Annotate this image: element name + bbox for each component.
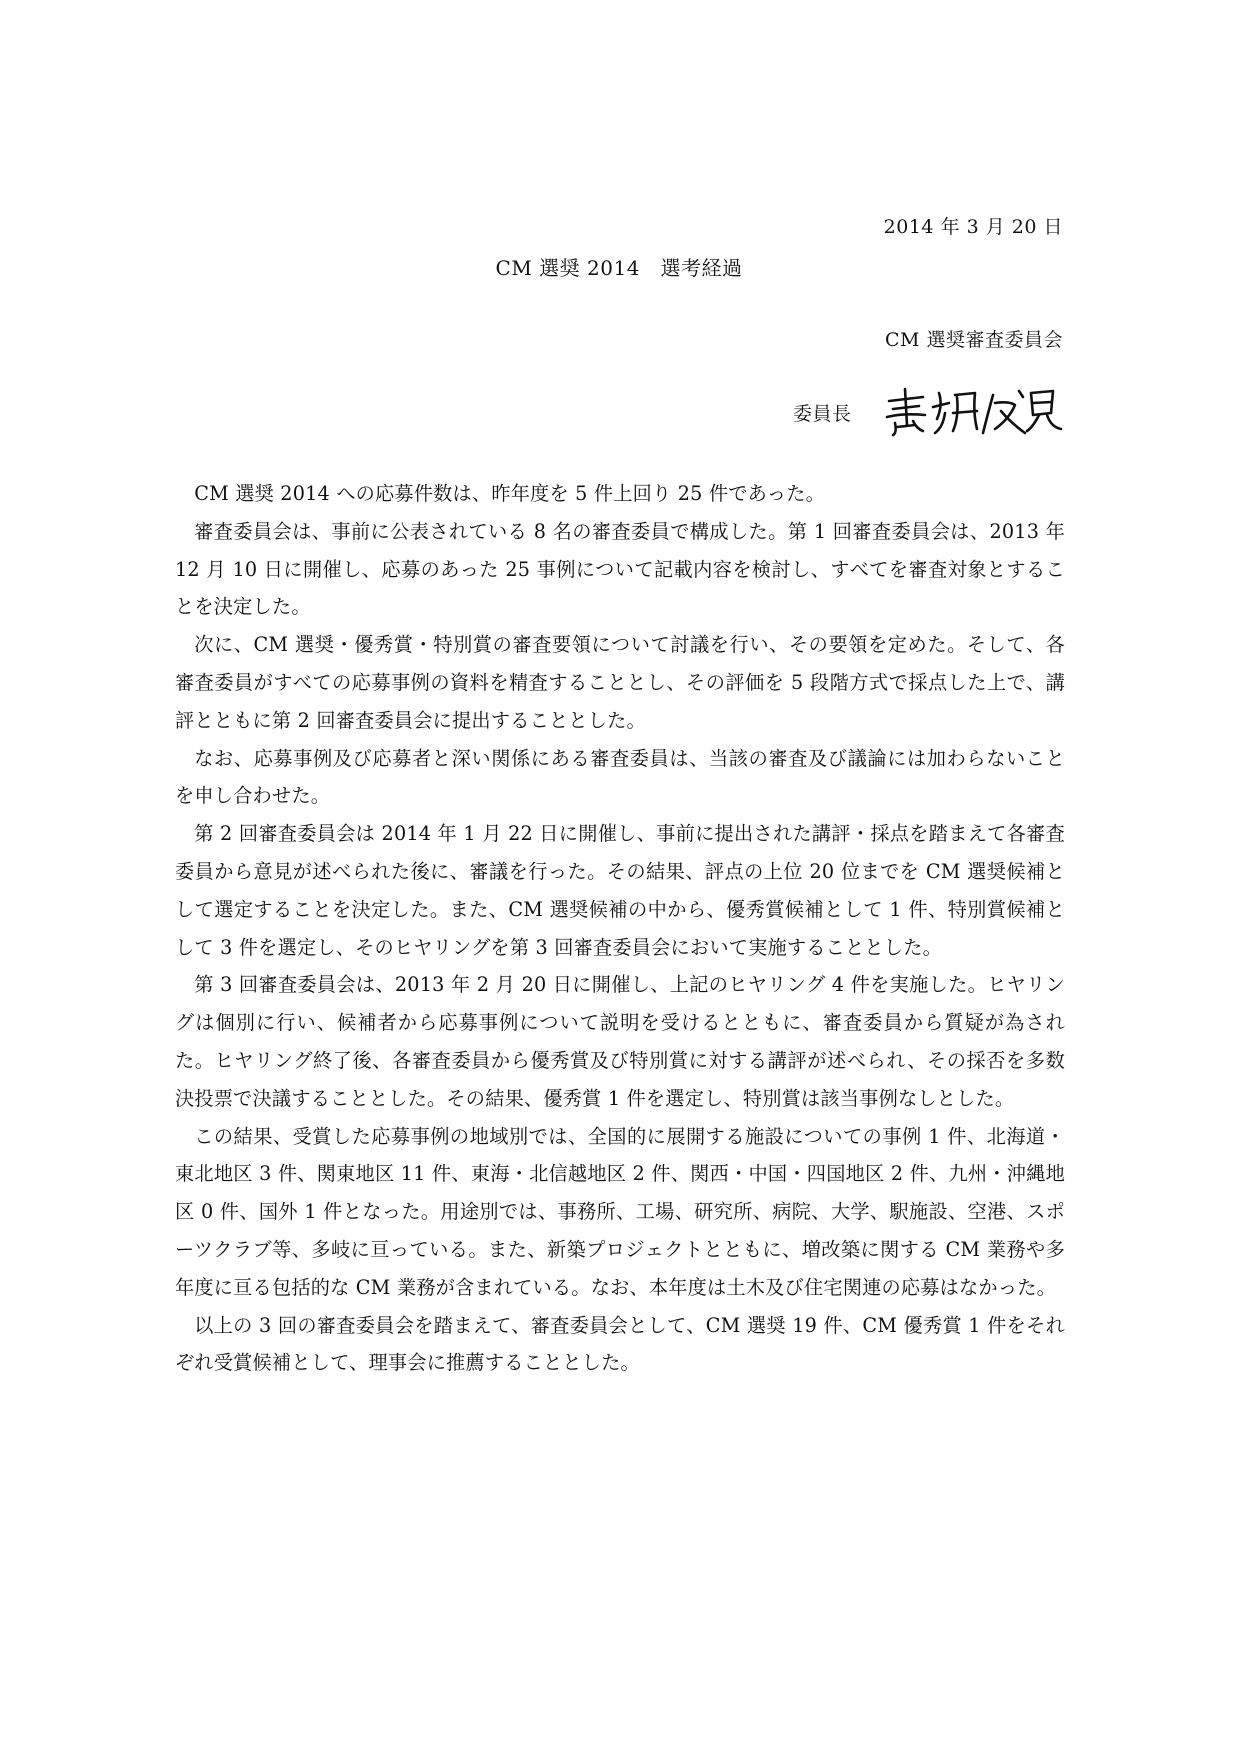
chair-signature-block — [793, 383, 1073, 443]
paragraph: 以上の 3 回の審査委員会を踏まえて、審査委員会として、CM 選奨 19 件、CM 優秀賞 1 件をそれぞれ受賞候補として、理事会に推薦することとした。 — [175, 1313, 1065, 1375]
paragraph: 審査委員会は、事前に公表されている 8 名の審査委員で構成した。第 1 回審査委員会は、2013 年 12 月 10 日に開催し、応募のあった 25 事例について記載内容を検討し、すべてを審査対象とすることを決定した。 — [175, 519, 1065, 619]
handwritten-signature — [883, 383, 1063, 439]
paragraph: なお、応募事例及び応募者と深い関係にある審査委員は、当該の審査及び議論には加わらないことを申し合わせた。 — [175, 746, 1065, 808]
paragraph: 次に、CM 選奨・優秀賞・特別賞の審査要領について討議を行い、その要領を定めた。そして、各審査委員がすべての応募事例の資料を精査することとし、その評価を 5 段階方式で採点した上で、講評とともに第 2 回審査委員会に提出することとした。 — [175, 633, 1065, 732]
document-date: 2014 年 3 月 20 日 — [883, 216, 1063, 238]
document-title: CM 選奨 2014 選考経過 — [495, 256, 743, 280]
paragraph: 第 2 回審査委員会は 2014 年 1 月 22 日に開催し、事前に提出された講評・採点を踏まえて各審査委員から意見が述べられた後に、審議を行った。その結果、評点の上位 20 位までを CM 選奨候補として選定することを決定した。また、CM 選奨候補の中から、優秀賞候補として 1 件、特別賞候補として 3 件を選定し、そのヒヤリングを第 3 回審査委員会において実施することとした。 — [175, 822, 1065, 959]
document-body — [175, 475, 1065, 1382]
chair-label: 委員長 — [793, 403, 852, 425]
paragraph: 第 3 回審査委員会は、2013 年 2 月 20 日に開催し、上記のヒヤリング 4 件を実施した。ヒヤリングは個別に行い、候補者から応募事例について説明を受けるとともに、審査委員から質疑が為された。ヒヤリング終了後、各審査委員から優秀賞及び特別賞に対する講評が述べられ、その採否を多数決投票で決議することとした。その結果、優秀賞 1 件を選定し、特別賞は該当事例なしとした。 — [175, 973, 1065, 1110]
committee-name: CM 選奨審査委員会 — [884, 329, 1063, 351]
paragraph: この結果、受賞した応募事例の地域別では、全国的に展開する施設についての事例 1 件、北海道・東北地区 3 件、関東地区 11 件、東海・北信越地区 2 件、関西・中国・四国地区 2 件、九州・沖縄地区 0 件、国外 1 件となった。用途別では、事務所、工場、研究所、病院、大学、駅施設、空港、スポーツクラブ等、多岐に亘っている。また、新築プロジェクトとともに、増改築に関する CM 業務や多年度に亘る包括的な CM 業務が含まれている。なお、本年度は土木及び住宅関連の応募はなかった。 — [175, 1124, 1065, 1299]
paragraph: CM 選奨 2014 への応募件数は、昨年度を 5 件上回り 25 件であった。 — [194, 482, 825, 505]
